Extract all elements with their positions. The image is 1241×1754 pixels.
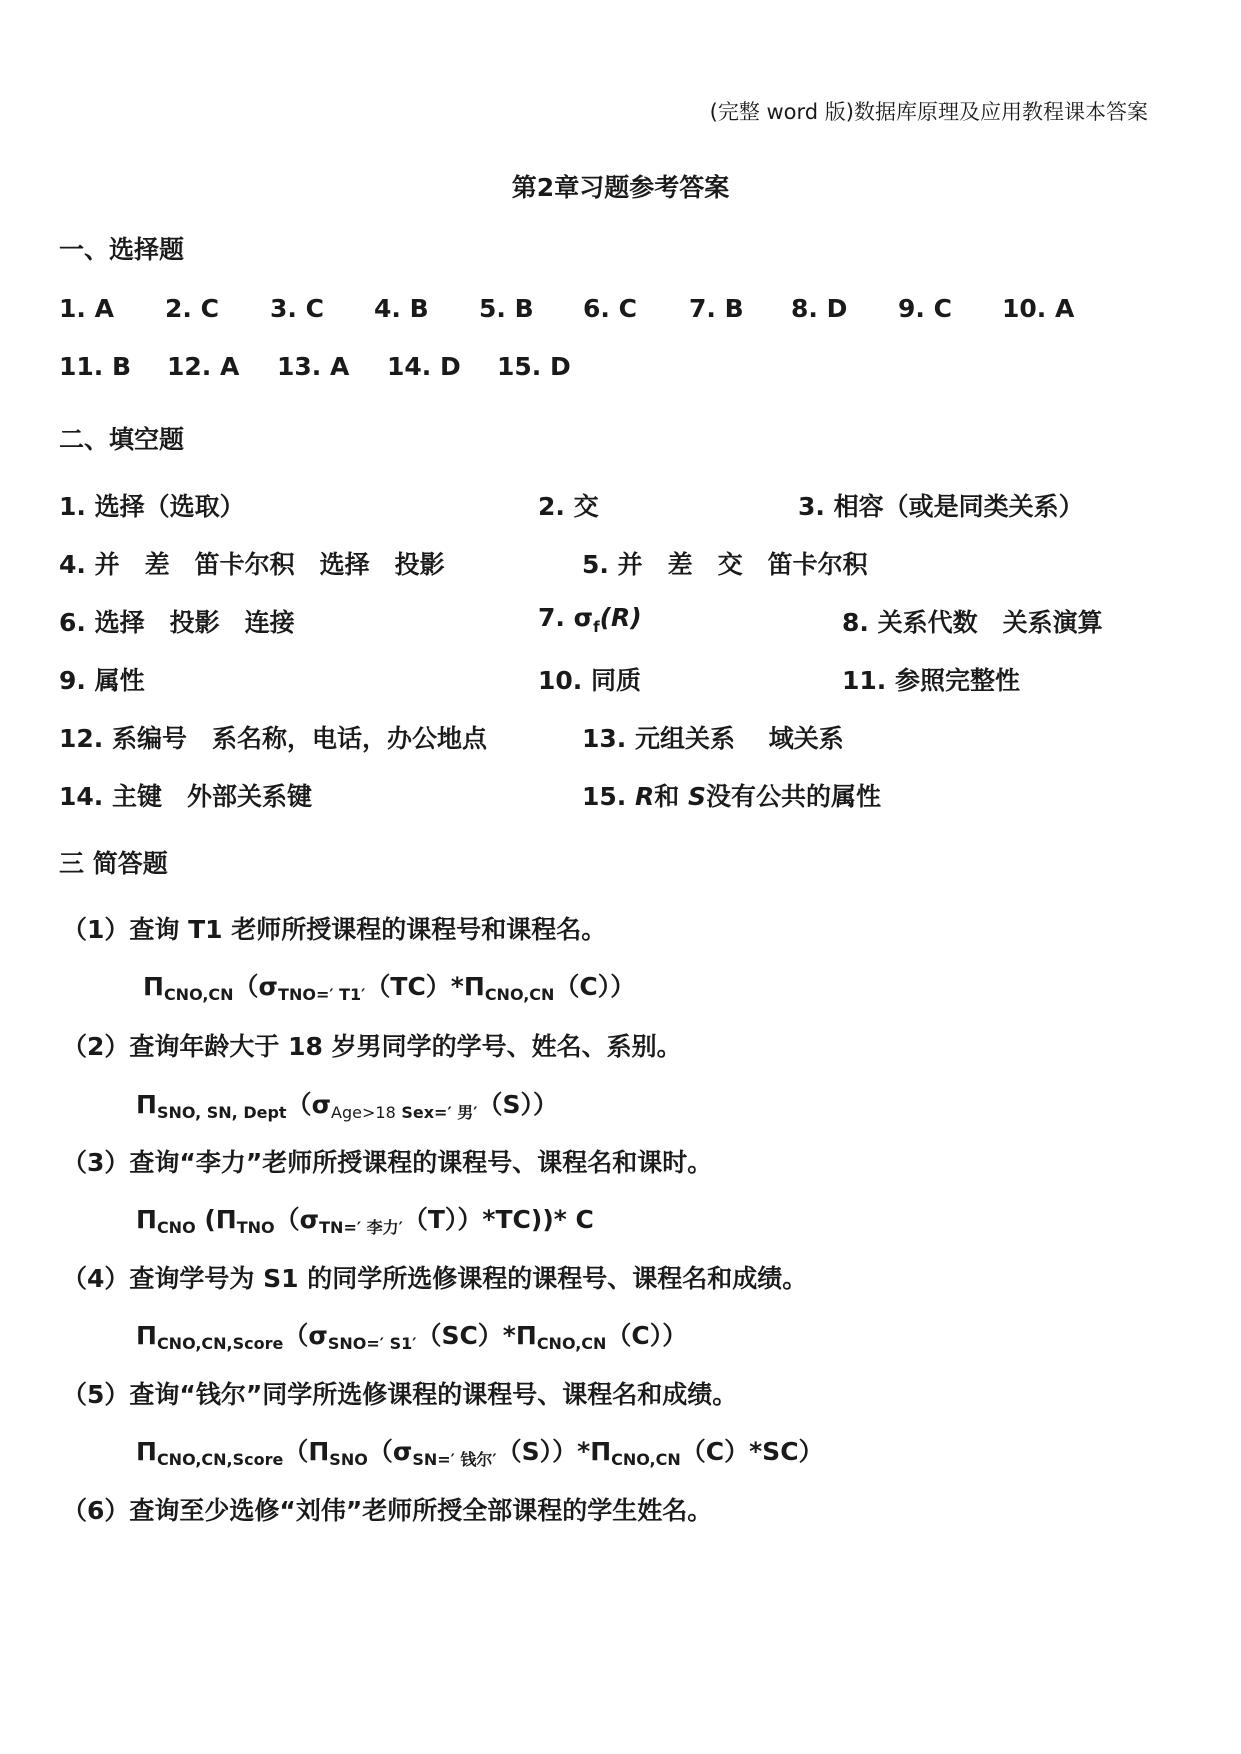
pi-symbol: Π xyxy=(136,1090,157,1119)
formula-part: （SC）*Π xyxy=(416,1321,537,1350)
pi-subscript: CNO,CN xyxy=(611,1450,681,1469)
fill-answer: 14. 主键 外部关系键 xyxy=(59,782,312,811)
fill-answer: 6. 选择 投影 连接 xyxy=(59,608,295,637)
paren: （ xyxy=(274,1205,300,1234)
conjunction: 和 xyxy=(654,782,680,811)
fill-answer-selection xyxy=(538,603,642,636)
pi-subscript: CNO,CN xyxy=(536,1334,607,1353)
sigma-symbol: σ xyxy=(258,972,279,1001)
choice-answer: 3. C xyxy=(270,294,324,323)
choice-answer: 1. A xyxy=(59,294,114,323)
formula-part: (Π xyxy=(195,1205,237,1234)
pi-subscript: CNO,CN,Score xyxy=(156,1450,284,1469)
formula-part: （C）） xyxy=(606,1321,688,1350)
choice-answer: 9. C xyxy=(898,294,952,323)
sigma-subscript: TNO=′ T1′ xyxy=(278,985,366,1004)
choice-answer: 15. D xyxy=(497,352,571,381)
relation-arg: (R) xyxy=(599,603,642,632)
formula-part: （S）） xyxy=(477,1090,558,1119)
condition-sex: Sex=′ 男′ xyxy=(395,1103,478,1122)
choice-answer: 6. C xyxy=(583,294,637,323)
paren: （ xyxy=(286,1090,312,1119)
item-number: 15. xyxy=(582,782,635,811)
fill-answer: 5. 并 差 交 笛卡尔积 xyxy=(582,550,868,579)
pi-symbol: Π xyxy=(136,1437,157,1466)
choice-answer: 4. B xyxy=(374,294,429,323)
fill-answer: 3. 相容（或是同类关系） xyxy=(798,492,1084,521)
formula-1 xyxy=(143,967,635,1004)
question-3: （3）查询“李力”老师所授课程的课程号、课程名和课时。 xyxy=(62,1148,713,1177)
formula-part: （Π xyxy=(283,1437,330,1466)
formula-part: （TC）*Π xyxy=(365,972,485,1001)
paren: （ xyxy=(283,1321,309,1350)
formula-3 xyxy=(136,1200,594,1238)
relation-r: R xyxy=(635,782,655,811)
fill-answer: 11. 参照完整性 xyxy=(842,666,1020,695)
pi-subscript: CNO,CN,Score xyxy=(156,1334,284,1353)
choice-answer: 14. D xyxy=(387,352,461,381)
section-heading-fill: 二、填空题 xyxy=(59,425,185,454)
section-heading-choice: 一、选择题 xyxy=(59,235,185,264)
pi-symbol: Π xyxy=(136,1321,157,1350)
pi-symbol: Π xyxy=(143,972,164,1001)
formula-4 xyxy=(136,1316,687,1353)
fill-answer: 12. 系编号 系名称，电话，办公地点 xyxy=(59,724,487,753)
formula-5 xyxy=(136,1432,824,1470)
relation-s: S xyxy=(688,782,707,811)
sigma-symbol: σ xyxy=(392,1437,413,1466)
pi-subscript: TNO xyxy=(236,1218,275,1237)
pi-subscript: CNO,CN xyxy=(484,985,555,1004)
chapter-title: 第2章习题参考答案 xyxy=(511,173,730,202)
sigma-symbol: 7. σ xyxy=(538,603,594,632)
fill-answer: 10. 同质 xyxy=(538,666,641,695)
paren: （ xyxy=(233,972,259,1001)
question-5: （5）查询“钱尔”同学所选修课程的课程号、课程名和成绩。 xyxy=(62,1380,738,1409)
fill-answer: 9. 属性 xyxy=(59,666,145,695)
question-6: （6）查询至少选修“刘伟”老师所授全部课程的学生姓名。 xyxy=(62,1496,713,1525)
choice-answer: 13. A xyxy=(277,352,350,381)
sigma-symbol: σ xyxy=(311,1090,332,1119)
fill-answer: 2. 交 xyxy=(538,492,599,521)
choice-answer: 5. B xyxy=(479,294,534,323)
fill-answer: 8. 关系代数 关系演算 xyxy=(842,608,1103,637)
choice-answer: 11. B xyxy=(59,352,132,381)
paren: （ xyxy=(367,1437,393,1466)
question-2: （2）查询年龄大于 18 岁男同学的学号、姓名、系别。 xyxy=(62,1032,682,1061)
choice-answer: 2. C xyxy=(165,294,219,323)
sigma-symbol: σ xyxy=(299,1205,320,1234)
sigma-subscript: SN=′ 钱尔′ xyxy=(412,1450,497,1469)
pi-subscript: CNO xyxy=(156,1218,196,1237)
choice-answer: 12. A xyxy=(167,352,240,381)
fill-answer-15 xyxy=(582,777,881,813)
section-heading-short: 三 简答题 xyxy=(59,849,168,878)
question-1: （1）查询 T1 老师所授课程的课程号和课程名。 xyxy=(62,915,607,944)
choice-answer: 8. D xyxy=(791,294,848,323)
fill-answer: 13. 元组关系 域关系 xyxy=(582,724,844,753)
sigma-subscript: TN=′ 李力′ xyxy=(319,1218,403,1237)
sigma-subscript: SNO=′ S1′ xyxy=(327,1334,417,1353)
pi-subscript: SNO xyxy=(329,1450,368,1469)
formula-part: （C）*SC） xyxy=(680,1437,824,1466)
choice-answer: 10. A xyxy=(1002,294,1075,323)
formula-part: （T））*TC))* C xyxy=(402,1205,594,1234)
fill-answer: 1. 选择（选取） xyxy=(59,492,245,521)
pi-subscript: CNO,CN xyxy=(163,985,234,1004)
fill-answer: 4. 并 差 笛卡尔积 选择 投影 xyxy=(59,550,445,579)
condition-age: Age>18 xyxy=(331,1103,396,1122)
formula-2 xyxy=(136,1085,558,1123)
formula-part: （S））*Π xyxy=(496,1437,612,1466)
formula-part: （C）） xyxy=(554,972,636,1001)
sigma-symbol: σ xyxy=(308,1321,328,1350)
sigma-subscript: f xyxy=(593,618,600,636)
document-header: (完整 word 版)数据库原理及应用教程课本答案 xyxy=(709,100,1148,124)
question-4: （4）查询学号为 S1 的同学所选修课程的课程号、课程名和成绩。 xyxy=(62,1264,808,1293)
pi-symbol: Π xyxy=(136,1205,157,1234)
choice-answer: 7. B xyxy=(689,294,744,323)
answer-rest: 没有公共的属性 xyxy=(706,782,882,811)
pi-subscript: SNO, SN, Dept xyxy=(156,1103,287,1122)
